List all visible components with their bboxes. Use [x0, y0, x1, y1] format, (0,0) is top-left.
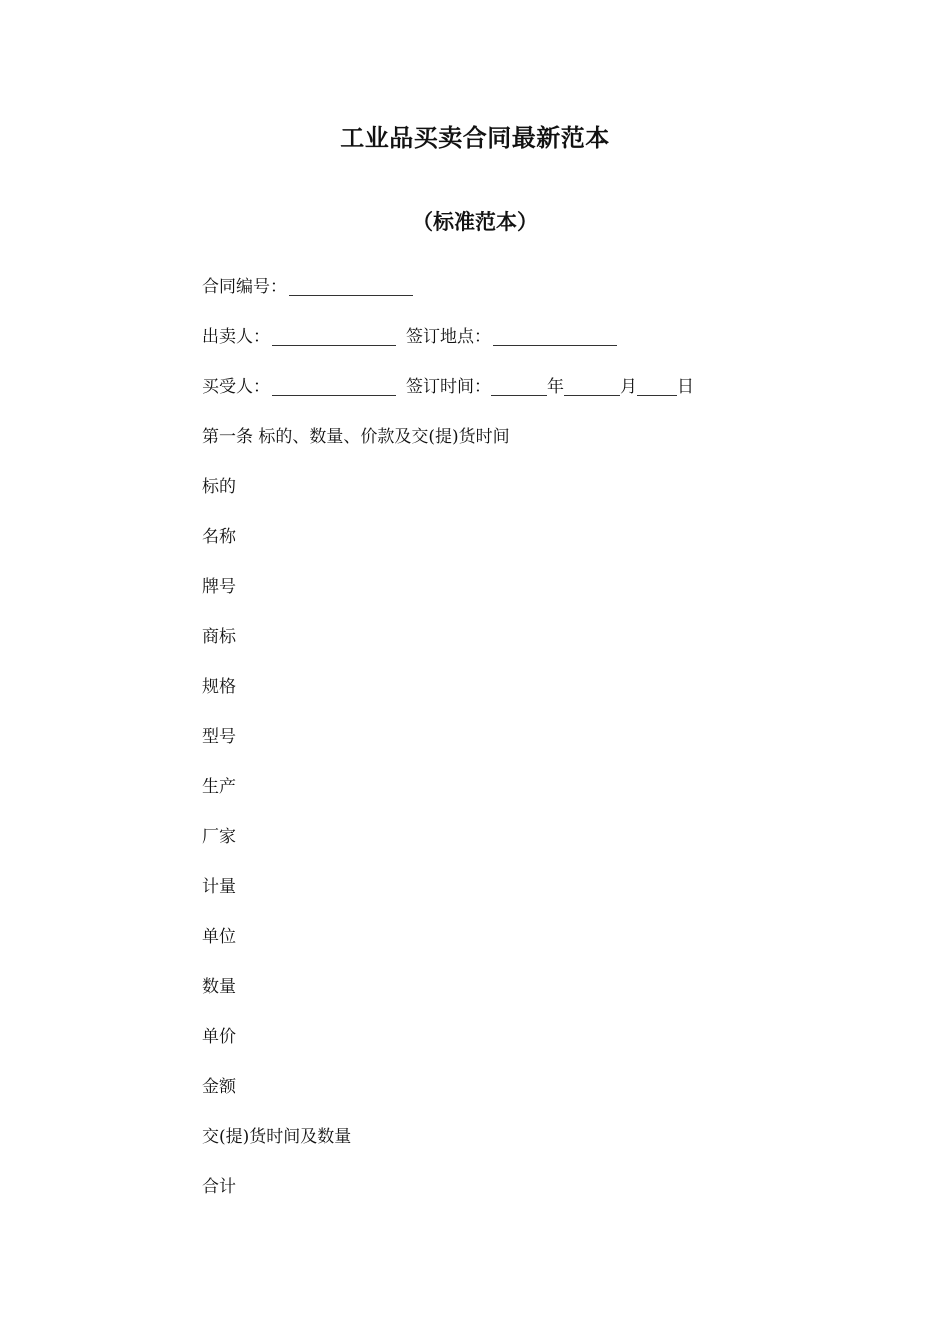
item-unit: 单位 — [202, 927, 236, 947]
item-measurement: 计量 — [202, 877, 236, 897]
item-grade: 牌号 — [202, 577, 236, 597]
contract-number-line — [202, 270, 762, 320]
year-blank[interactable] — [491, 375, 547, 396]
item-total: 合计 — [202, 1177, 236, 1197]
signing-place-blank[interactable] — [493, 325, 617, 346]
item-manufacturer: 厂家 — [202, 827, 236, 847]
signing-place-label: 签订地点： — [406, 327, 491, 347]
seller-label: 出卖人： — [202, 327, 270, 347]
item-quantity: 数量 — [202, 977, 236, 997]
item-unit-price: 单价 — [202, 1027, 236, 1047]
day-blank[interactable] — [637, 375, 677, 396]
contract-number-blank[interactable] — [289, 275, 413, 296]
article-one-heading: 第一条 标的、数量、价款及交(提)货时间 — [202, 427, 510, 447]
item-specification: 规格 — [202, 677, 236, 697]
document-subtitle: （标准范本） — [412, 210, 538, 234]
contract-number-label: 合同编号： — [202, 277, 287, 297]
document-body — [202, 270, 762, 1220]
item-trademark: 商标 — [202, 627, 236, 647]
document-title: 工业品买卖合同最新范本 — [340, 124, 610, 152]
year-label: 年 — [547, 377, 564, 397]
item-subject: 标的 — [202, 477, 236, 497]
seller-blank[interactable] — [272, 325, 396, 346]
item-name: 名称 — [202, 527, 236, 547]
buyer-line — [202, 370, 762, 420]
seller-line — [202, 320, 762, 370]
month-label: 月 — [620, 377, 637, 397]
buyer-blank[interactable] — [272, 375, 396, 396]
item-amount: 金额 — [202, 1077, 236, 1097]
item-production: 生产 — [202, 777, 236, 797]
item-delivery-time: 交(提)货时间及数量 — [202, 1127, 352, 1147]
month-blank[interactable] — [564, 375, 620, 396]
signing-time-label: 签订时间： — [406, 377, 491, 397]
item-model: 型号 — [202, 727, 236, 747]
day-label: 日 — [677, 377, 694, 397]
buyer-label: 买受人： — [202, 377, 270, 397]
